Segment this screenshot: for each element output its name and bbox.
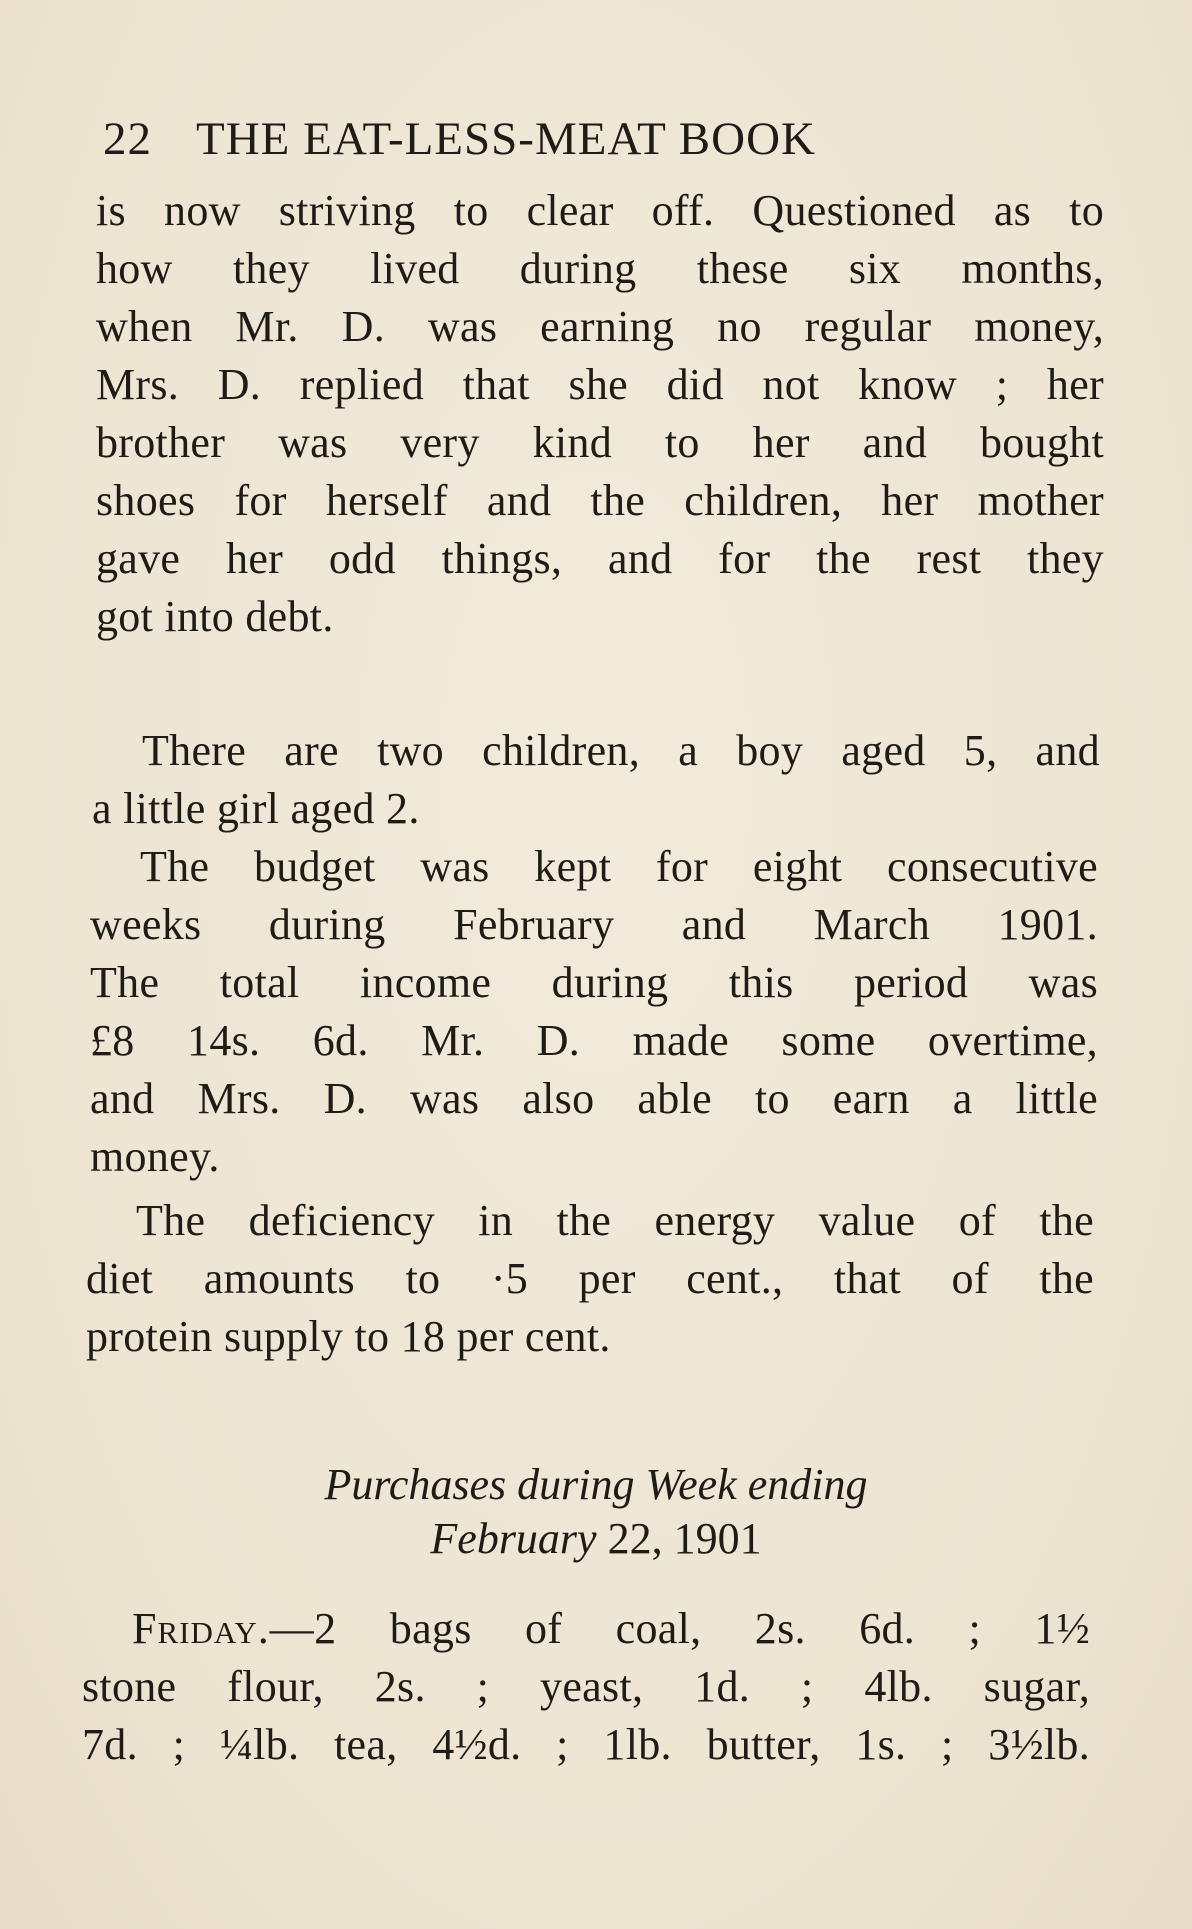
section-heading-line [0,1512,1192,1566]
paragraph-children [92,722,1100,838]
paragraph-deficiency [86,1192,1094,1366]
text-line: how they lived during these six months, [96,244,1104,293]
text-line: The total income during this period was [90,958,1098,1007]
text-line: The deficiency in the energy value of the [136,1196,1094,1245]
page-number: 22 [103,113,152,165]
text-line: and Mrs. D. was also able to earn a little [90,1074,1098,1123]
text-line: Mrs. D. replied that she did not know ; her [96,360,1104,409]
text-line: £8 14s. 6d. Mr. D. made some overtime, [90,1016,1098,1065]
running-title: THE EAT-LESS-MEAT BOOK [196,113,816,165]
heading-month: February [430,1514,597,1563]
text-line: when Mr. D. was earning no regular money, [96,302,1104,351]
text-line: diet amounts to ·5 per cent., that of the [86,1254,1094,1303]
text-line: money. [90,1132,220,1181]
running-header [103,112,816,166]
paragraph-budget [90,838,1098,1186]
paragraph-continuation [96,182,1104,646]
section-heading-line: Purchases during Week ending [324,1460,868,1509]
text-line: gave her odd things, and for the rest they [96,534,1104,583]
heading-date: 22, 1901 [607,1514,762,1563]
text-line: got into debt. [96,592,334,641]
text-line: There are two children, a boy aged 5, and [142,726,1100,775]
text-line: is now striving to clear off. Questioned as to [96,186,1104,235]
text-line [82,1600,1090,1658]
text-line: weeks during February and March 1901. [90,900,1098,949]
text-line: brother was very kind to her and bought [96,418,1104,467]
text-line: a little girl aged 2. [92,784,420,833]
day-label: Friday. [132,1604,270,1653]
text-line: protein supply to 18 per cent. [86,1312,611,1361]
text-line: The budget was kept for eight consecutive [140,842,1098,891]
text-line: 7d. ; ¼lb. tea, 4½d. ; 1lb. butter, 1s. ; 3½lb. [82,1720,1090,1769]
text-line: stone flour, 2s. ; yeast, 1d. ; 4lb. sugar, [82,1662,1090,1711]
purchases-list [82,1600,1090,1774]
section-heading [0,1458,1192,1566]
purchase-text: —2 bags of coal, 2s. 6d. ; 1½ [269,1604,1090,1653]
text-line: shoes for herself and the children, her mother [96,476,1104,525]
